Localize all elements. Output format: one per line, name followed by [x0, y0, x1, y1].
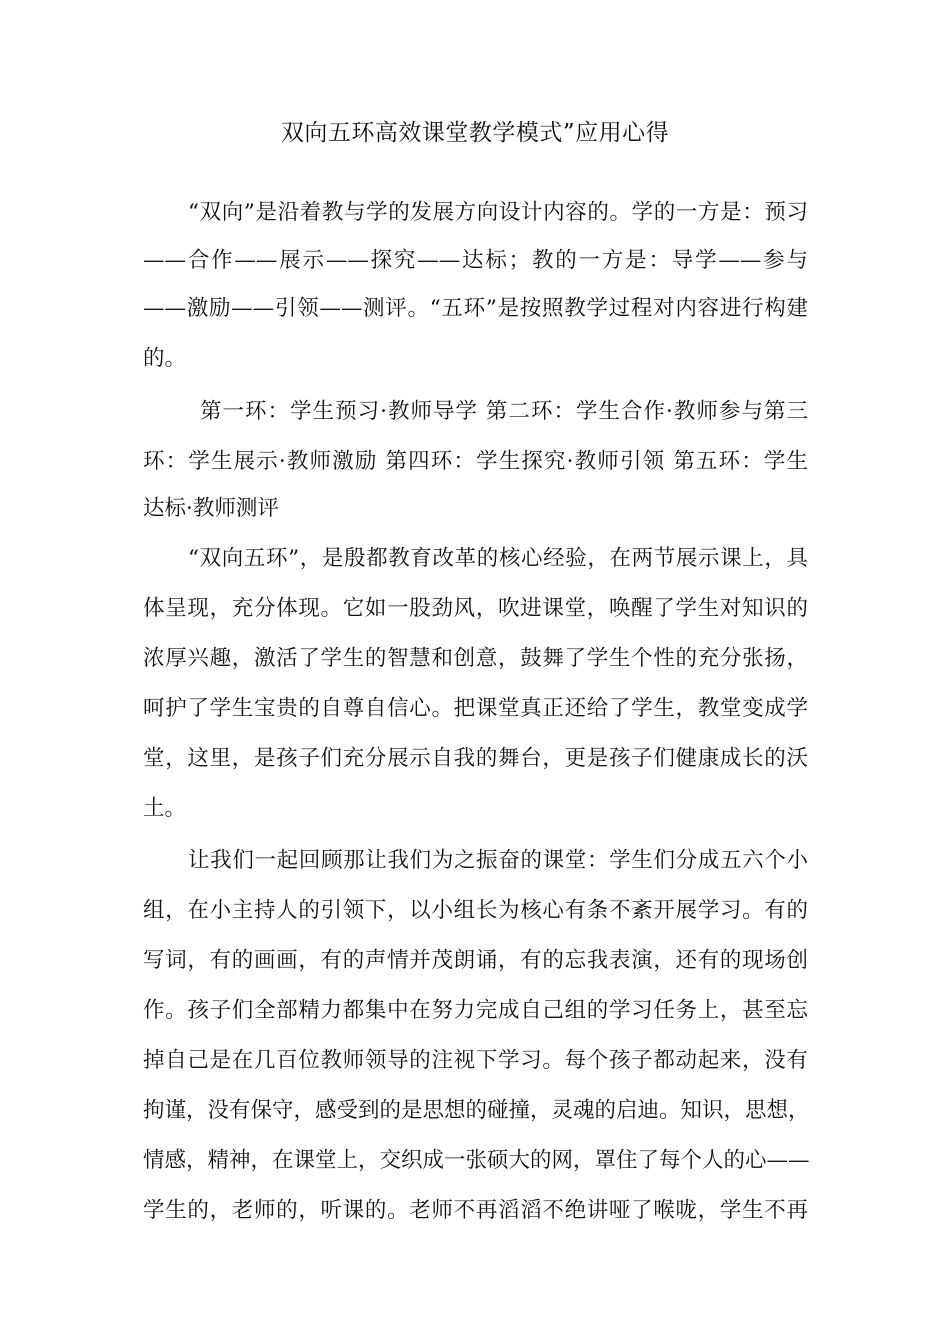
paragraph-line: 浓厚兴趣，激活了学生的智慧和创意，鼓舞了学生个性的充分张扬，	[143, 646, 808, 671]
paragraph-line: 达标·教师测评	[143, 496, 279, 521]
paragraph-line: 写词，有的画画，有的声情并茂朗诵，有的忘我表演，还有的现场创	[143, 948, 808, 973]
paragraph-line: 让我们一起回顾那让我们为之振奋的课堂：学生们分成五六个小	[188, 848, 808, 873]
paragraph-line: ——合作——展示——探究——达标；教的一方是：导学——参与	[143, 248, 808, 273]
paragraph-line: 拘谨，没有保守，感受到的是思想的碰撞，灵魂的启迪。知识，思想，	[143, 1098, 810, 1123]
document-title: 双向五环高效课堂教学模式”应用心得	[280, 120, 670, 146]
paragraph-line: 土。	[143, 796, 187, 821]
paragraph-line: 呵护了学生宝贵的自尊自信心。把课堂真正还给了学生，教堂变成学	[143, 696, 808, 721]
paragraph-line: “双向”是沿着教与学的发展方向设计内容的。学的一方是：预习	[188, 200, 808, 225]
paragraph-line: 第一环：学生预习·教师导学 第二环：学生合作·教师参与第三	[200, 399, 808, 424]
paragraph-line: 情感，精神，在课堂上，交织成一张硕大的网，罩住了每个人的心——	[143, 1148, 810, 1173]
paragraph-line: ——激励——引领——测评。“五环”是按照教学过程对内容进行构建	[143, 296, 808, 321]
paragraph-line: 组，在小主持人的引领下，以小组长为核心有条不紊开展学习。有的	[143, 898, 808, 923]
paragraph-line: 环：学生展示·教师激励 第四环：学生探究·教师引领 第五环：学生	[143, 449, 808, 474]
paragraph-line: 学生的，老师的，听课的。老师不再滔滔不绝讲哑了喉咙，学生不再	[143, 1198, 808, 1223]
paragraph-line: 作。孩子们全部精力都集中在努力完成自己组的学习任务上，甚至忘	[143, 998, 808, 1023]
paragraph-line: 的。	[143, 346, 187, 371]
paragraph-line: 体呈现，充分体现。它如一股劲风，吹进课堂，唤醒了学生对知识的	[143, 596, 808, 621]
paragraph-line: 堂，这里，是孩子们充分展示自我的舞台，更是孩子们健康成长的沃	[143, 746, 808, 771]
paragraph-line: “双向五环”，是殷都教育改革的核心经验，在两节展示课上，具	[188, 546, 808, 571]
paragraph-line: 掉自己是在几百位教师领导的注视下学习。每个孩子都动起来，没有	[143, 1048, 808, 1073]
